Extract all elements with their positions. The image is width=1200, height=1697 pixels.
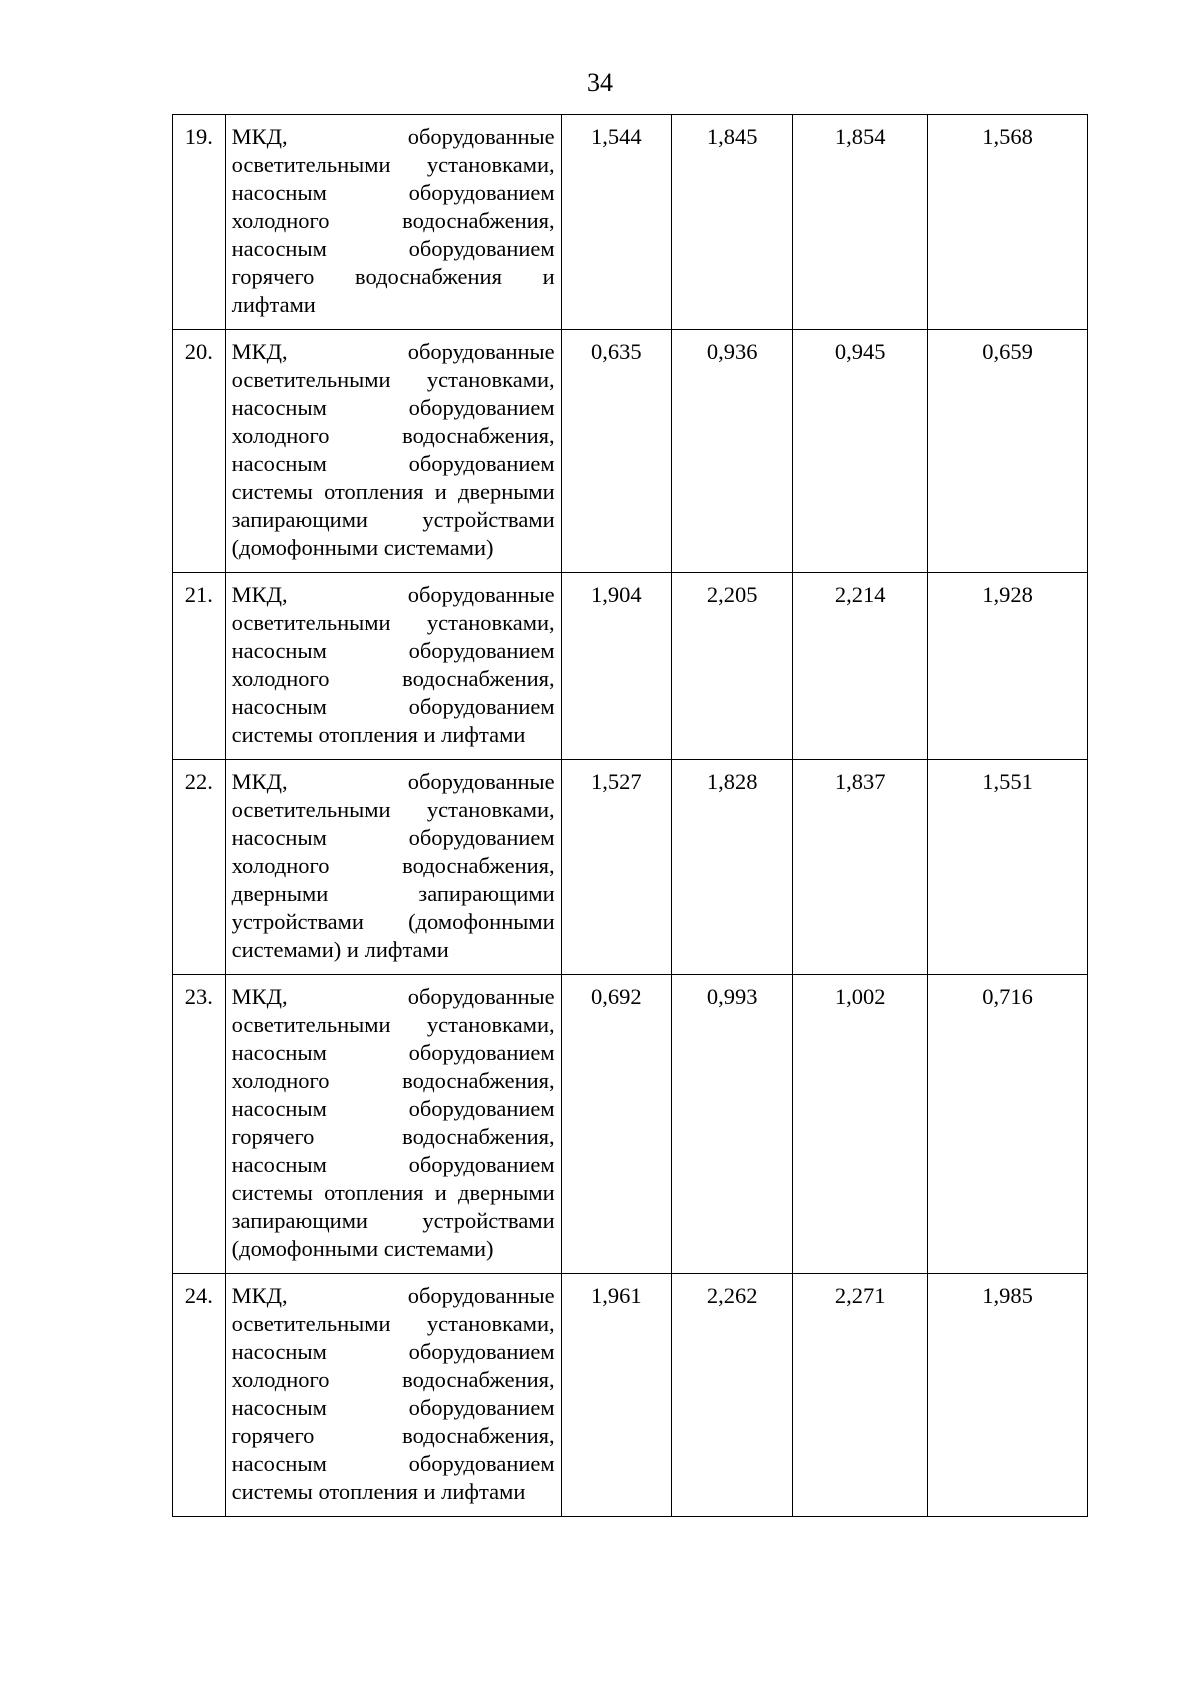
value-cell-1: 1,904 — [561, 573, 671, 760]
table-row — [173, 330, 1088, 573]
value-cell-3: 2,214 — [793, 573, 928, 760]
value-cell-1: 1,527 — [561, 760, 671, 975]
table-row — [173, 975, 1088, 1274]
row-description: МКД, оборудованные осветительными установками, насосным оборудованием холодного водоснабжения, насосным оборудованием системы отопления и дверными запирающими устройствами (домофонными системами) — [225, 330, 561, 573]
value-cell-1: 1,544 — [561, 115, 671, 330]
row-number: 24. — [173, 1274, 226, 1517]
row-description: МКД, оборудованные осветительными установками, насосным оборудованием холодного водоснабжения, насосным оборудованием горячего водоснабжения, насосным оборудованием системы отопления и лифтами — [225, 1274, 561, 1517]
value-cell-2: 2,205 — [671, 573, 792, 760]
row-number: 22. — [173, 760, 226, 975]
value-cell-1: 0,635 — [561, 330, 671, 573]
value-cell-4: 0,659 — [928, 330, 1088, 573]
row-number: 19. — [173, 115, 226, 330]
row-description: МКД, оборудованные осветительными установками, насосным оборудованием холодного водоснабжения, насосным оборудованием горячего водоснабжения и лифтами — [225, 115, 561, 330]
row-description: МКД, оборудованные осветительными установками, насосным оборудованием холодного водоснабжения, насосным оборудованием системы отопления и лифтами — [225, 573, 561, 760]
row-description: МКД, оборудованные осветительными установками, насосным оборудованием холодного водоснабжения, насосным оборудованием горячего водоснабжения, насосным оборудованием системы отопления и дверными запирающими устройствами (домофонными системами) — [225, 975, 561, 1274]
page-number: 34 — [587, 68, 613, 97]
value-cell-4: 1,551 — [928, 760, 1088, 975]
value-cell-3: 1,837 — [793, 760, 928, 975]
value-cell-3: 1,002 — [793, 975, 928, 1274]
value-cell-3: 2,271 — [793, 1274, 928, 1517]
table-row — [173, 1274, 1088, 1517]
value-cell-2: 0,936 — [671, 330, 792, 573]
row-number: 23. — [173, 975, 226, 1274]
value-cell-4: 1,568 — [928, 115, 1088, 330]
value-cell-3: 0,945 — [793, 330, 928, 573]
value-cell-3: 1,854 — [793, 115, 928, 330]
value-cell-4: 1,985 — [928, 1274, 1088, 1517]
value-cell-1: 1,961 — [561, 1274, 671, 1517]
table-row — [173, 760, 1088, 975]
table-row — [173, 573, 1088, 760]
table-row — [173, 115, 1088, 330]
value-cell-4: 1,928 — [928, 573, 1088, 760]
tariff-table — [172, 114, 1088, 1517]
row-number: 20. — [173, 330, 226, 573]
value-cell-2: 1,828 — [671, 760, 792, 975]
value-cell-4: 0,716 — [928, 975, 1088, 1274]
row-number: 21. — [173, 573, 226, 760]
value-cell-2: 0,993 — [671, 975, 792, 1274]
value-cell-1: 0,692 — [561, 975, 671, 1274]
value-cell-2: 1,845 — [671, 115, 792, 330]
value-cell-2: 2,262 — [671, 1274, 792, 1517]
row-description: МКД, оборудованные осветительными установками, насосным оборудованием холодного водоснабжения, дверными запирающими устройствами (домофонными системами) и лифтами — [225, 760, 561, 975]
